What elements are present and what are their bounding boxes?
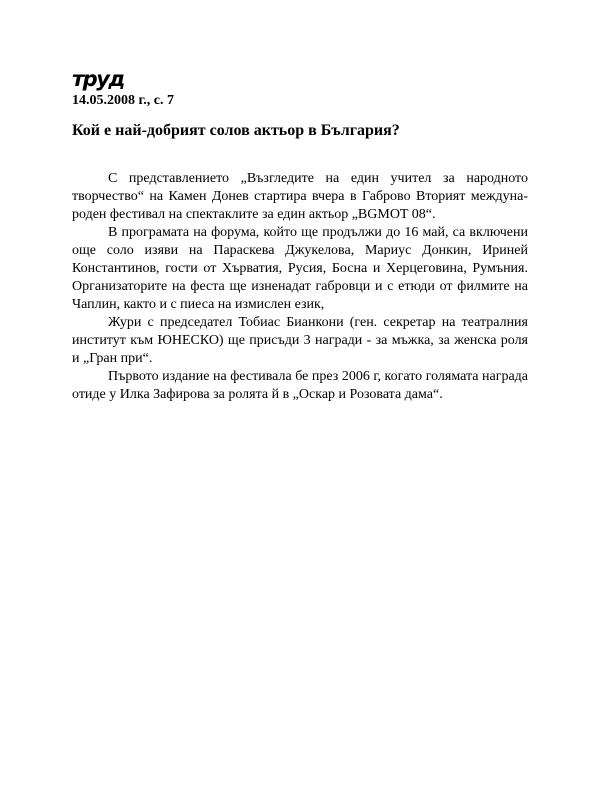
logo-text: труд xyxy=(72,67,124,91)
article-title: Кой е най-добрият солов актьор в България? xyxy=(72,122,400,139)
article-paragraph: Първото издание на фестивала бе през 2006 г, когато голямата награда отиде у Илка Зафирова за ролята й в „Оскар и Розовата дама“. xyxy=(72,369,528,402)
source-dateline: 14.05.2008 г., с. 7 xyxy=(72,93,174,108)
article-paragraph: В програмата на форума, който ще продължи до 16 май, са включени още соло изяви на Параскева Джукелова, Мариус Донкин, Ириней Константинов, гости от Хърватия, Русия, Босна и Херцеговина, Румъния. Организаторите на феста ще изненадат габровци и с етюди от филмите на Чаплин, както и с пиеса на измислен език, xyxy=(72,225,528,312)
trud-logo-icon xyxy=(71,66,141,94)
article-paragraph: С представлението „Възгледите на един учител за народното творчество“ на Камен Донев стартира вчера в Габрово Вторият междуна-роден фестивал на спектаклите за един актьор „BGMOT 08“. xyxy=(72,171,528,222)
trud-logo-graphic xyxy=(71,66,141,94)
article-body xyxy=(72,170,528,404)
article-paragraph: Жури с председател Тобиас Бианкони (ген. секретар на театралния институт към ЮНЕСКО) ще присъди 3 награди - за мъжка, за женска роля и „Гран при“. xyxy=(72,315,528,366)
